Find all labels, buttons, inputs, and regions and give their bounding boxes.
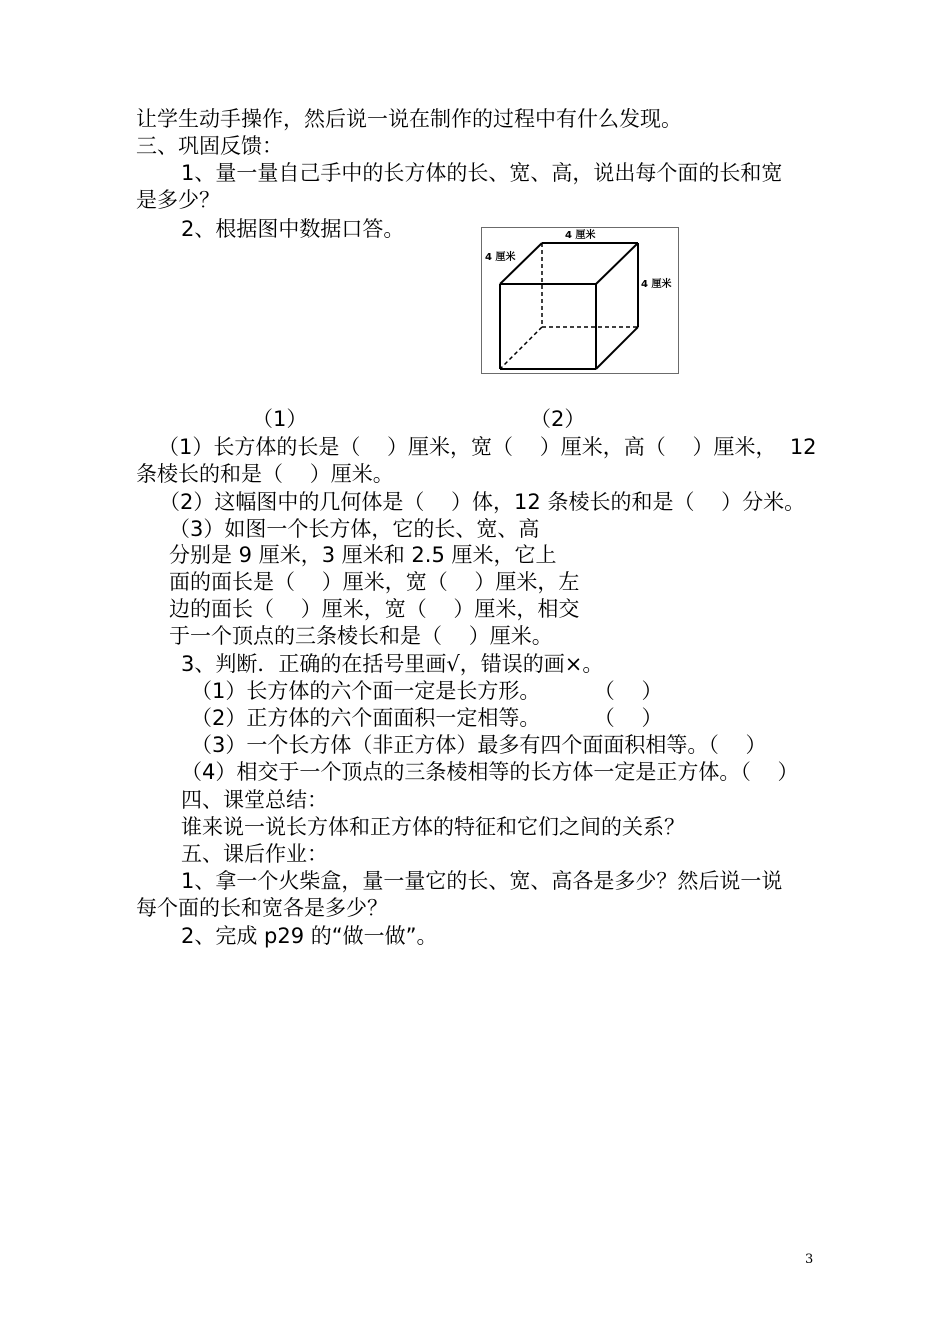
dimension-label-left: 4 厘米 (485, 252, 516, 263)
judgement-item: （1）长方体的六个面一定是长方形。 （ ） (191, 679, 663, 703)
question-line: （2）这幅图中的几何体是（ ）体，12 条棱长的和是（ ）分米。 (159, 490, 806, 514)
figure-caption-2: （2） (530, 407, 586, 431)
judgement-heading: 3、判断．正确的在括号里画√，错误的画×。 (181, 652, 604, 676)
question-line: （3）如图一个长方体，它的长、宽、高 (169, 517, 540, 541)
cube-hidden-edge (500, 327, 542, 369)
cube-figure (481, 227, 679, 374)
text-line: 每个面的长和宽各是多少？ (136, 896, 388, 920)
cube-edge (596, 327, 638, 369)
section-heading: 四、课堂总结： (181, 788, 328, 812)
text-line: 2、完成 p29 的“做一做”。 (181, 924, 438, 948)
text-line: 1、量一量自己手中的长方体的长、宽、高，说出每个面的长和宽 (181, 161, 783, 185)
cube-drawing (482, 228, 680, 375)
question-line: 分别是 9 厘米，3 厘米和 2.5 厘米，它上 (169, 543, 557, 567)
text-line: 谁来说一说长方体和正方体的特征和它们之间的关系？ (181, 815, 685, 839)
dimension-label-top: 4 厘米 (565, 230, 596, 241)
section-heading: 五、课后作业： (181, 842, 328, 866)
text-line: 1、拿一个火柴盒，量一量它的长、宽、高各是多少？然后说一说 (181, 869, 783, 893)
text-line: 2、根据图中数据口答。 (181, 217, 405, 241)
question-line: 边的面长（ ）厘米，宽（ ）厘米，相交 (169, 597, 580, 621)
judgement-item: （4）相交于一个顶点的三条棱相等的长方体一定是正方体。（ ） (181, 760, 799, 784)
question-line: 于一个顶点的三条棱长和是（ ）厘米。 (169, 624, 553, 648)
judgement-item: （2）正方体的六个面面积一定相等。 （ ） (191, 706, 663, 730)
page-number: 3 (805, 1252, 814, 1267)
section-heading: 三、巩固反馈： (136, 134, 283, 158)
text-line: 让学生动手操作，然后说一说在制作的过程中有什么发现。 (136, 107, 682, 131)
question-line: 面的面长是（ ）厘米，宽（ ）厘米，左 (169, 570, 580, 594)
question-line: 条棱长的和是（ ）厘米。 (136, 462, 394, 486)
question-line: （1）长方体的长是（ ）厘米，宽（ ）厘米，高（ ）厘米， 12 (158, 435, 817, 459)
figure-caption-1: （1） (252, 407, 308, 431)
judgement-item: （3）一个长方体（非正方体）最多有四个面面积相等。（ ） (191, 733, 767, 757)
text-line: 是多少？ (136, 188, 220, 212)
dimension-label-right: 4 厘米 (641, 279, 672, 290)
cube-edge (596, 243, 638, 284)
